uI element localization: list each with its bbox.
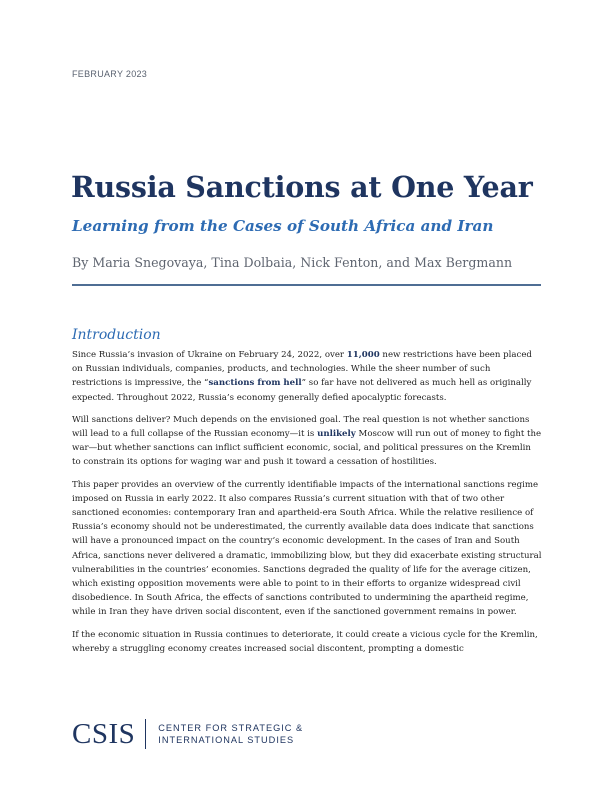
p1-text-a: Since Russia’s invasion of Ukraine on February 24, 2022, over <box>72 350 347 360</box>
p1-text-c: ” so far have not delivered as much hell as originally expected. Throughout 2022, Russia’s economy generally defied apocalyptic forecasts. <box>72 378 532 403</box>
paragraph-3: This paper provides an overview of the currently identifiable impacts of the international sanctions regime imposed on Russia in early 2022. It also compares Russia’s current situation with that of two other sanctioned economies: contemporary Iran and apartheid-era South Africa. While the relative resilience of Russia’s economy should not be underestimated, the currently available data does indicate that sanctions will have a pronounced impact on the country’s economic development. In the cases of Iran and South Africa, sanctions never delivered a dramatic, immobilizing blow, but they did exacerbate existing structural vulnerabilities in the countries’ economies. Sanctions degraded the quality of life for the average citizen, which existing opposition movements were able to point to in their efforts to organize widespread civil disobedience. In South Africa, the effects of sanctions contributed to undermining the apartheid regime, while in Iran they have driven social discontent, even if the sanctioned government remains in power. <box>72 479 542 618</box>
author-byline: By Maria Snegovaya, Tina Dolbaia, Nick Fenton, and Max Bergmann <box>72 255 513 270</box>
link-unlikely[interactable]: unlikely <box>317 429 356 440</box>
link-sanctions-from-hell[interactable]: sanctions from hell <box>208 378 302 389</box>
p1-text-b: new restrictions have been placed on Russian individuals, companies, products, and technologies. While the sheer number of such restrictions is impressive, the “ <box>72 350 532 389</box>
logo-divider <box>145 719 146 749</box>
section-heading-introduction: Introduction <box>72 327 161 343</box>
org-name <box>158 722 303 746</box>
body-text <box>72 348 542 664</box>
csis-logo <box>72 719 303 749</box>
paragraph-2 <box>72 413 542 470</box>
paragraph-4: If the economic situation in Russia continues to deteriorate, it could create a vicious cycle for the Kremlin, whereby a struggling economy creates increased social discontent, prompting a domestic <box>72 629 538 654</box>
publication-date: FEBRUARY 2023 <box>72 69 148 79</box>
p2-text-b: Moscow will run out of money to fight the war—but whether sanctions can inflict sufficient economic, social, and political pressures on the Kremlin to constrain its options for waging war and push it toward a cessation of hostilities. <box>72 429 542 468</box>
page-title: Russia Sanctions at One Year <box>71 170 533 204</box>
title-divider <box>72 284 541 286</box>
p2-text-a: Will sanctions deliver? Much depends on the envisioned goal. The real question is not whether sanctions will lead to a full collapse of the Russian economy—it is <box>72 414 530 440</box>
link-11000[interactable]: 11,000 <box>346 350 380 360</box>
csis-wordmark: CSIS <box>72 718 136 750</box>
org-name-line-1: CENTER FOR STRATEGIC & <box>158 723 304 733</box>
paragraph-1 <box>72 348 542 405</box>
org-name-line-2: INTERNATIONAL STUDIES <box>158 735 295 745</box>
page-subtitle: Learning from the Cases of South Africa and Iran <box>72 217 494 235</box>
